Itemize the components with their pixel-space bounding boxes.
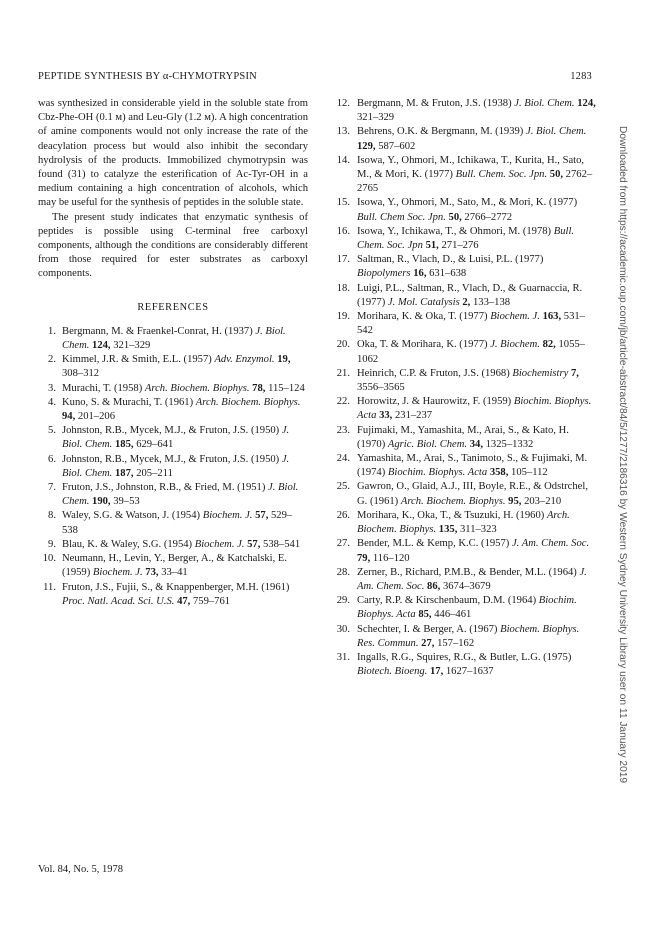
reference-authors: Heinrich, C.P. & Fruton, J.S. (1968) [357, 367, 510, 379]
reference-item [330, 395, 598, 423]
reference-pages: 531–542 [357, 311, 585, 337]
reference-authors: Morihara, K. & Oka, T. (1977) [357, 311, 488, 323]
reference-item [330, 594, 598, 622]
reference-pages: 133–138 [472, 296, 511, 308]
reference-item [38, 382, 308, 396]
page-footer: Vol. 84, No. 5, 1978 [38, 864, 123, 875]
reference-item [330, 367, 598, 395]
reference-number: 10. [42, 553, 56, 565]
reference-authors: Johnston, R.B., Mycek, M.J., & Fruton, J.S. (1950) [62, 453, 280, 465]
reference-pages: 1627–1637 [445, 666, 494, 678]
reference-journal: Arch. Biochem. Biophys. [144, 382, 250, 394]
reference-volume: 19, [277, 354, 291, 366]
reference-pages: 205–211 [136, 467, 173, 479]
reference-item [330, 196, 598, 224]
reference-authors: Waley, S.G. & Watson, J. (1954) [62, 510, 201, 522]
reference-journal: Biochim. Biophys. Acta [357, 396, 592, 422]
reference-pages: 115–124 [268, 382, 305, 394]
reference-authors: Johnston, R.B., Mycek, M.J., & Fruton, J.S. (1950) [62, 425, 280, 437]
reference-volume: 85, [418, 609, 432, 621]
reference-number: 4. [48, 396, 56, 408]
reference-volume: 57, [247, 538, 261, 550]
reference-authors: Schechter, I. & Berger, A. (1967) [357, 623, 498, 635]
reference-item [38, 481, 308, 509]
reference-authors: Bergmann, M. & Fraenkel-Conrat, H. (1937) [62, 325, 253, 337]
reference-volume: 124, [92, 340, 111, 352]
reference-authors: Bender, M.L. & Kemp, K.C. (1957) [357, 538, 510, 550]
reference-number: 15. [336, 197, 350, 209]
reference-item [330, 537, 598, 565]
reference-number: 3. [48, 382, 56, 394]
reference-journal: Biochem. J. [92, 567, 143, 579]
reference-list-left [38, 325, 308, 609]
reference-volume: 124, [577, 98, 596, 109]
reference-pages: 271–276 [441, 240, 479, 252]
reference-pages: 2762–2765 [357, 169, 593, 195]
reference-number: 14. [336, 154, 350, 166]
reference-number: 22. [336, 396, 350, 408]
reference-authors: Fruton, J.S., Fujii, S., & Knappenberger, M.H. (1961) [62, 581, 290, 593]
download-watermark-note: Downloaded from https://academic.oup.com/jb/article-abstract/84/5/1277/2186316 by Western Sydney University Library user on 11 January 2019 [617, 126, 628, 784]
reference-authors: Zerner, B., Richard, P.M.B., & Bender, M.L. (1964) [357, 566, 577, 578]
reference-volume: 95, [508, 495, 522, 507]
reference-pages: 538–541 [263, 538, 301, 550]
reference-journal: Adv. Enzymol. [214, 354, 275, 366]
reference-number: 20. [336, 339, 350, 351]
reference-volume: 7, [570, 367, 579, 379]
reference-journal: Bull. Chem. Soc. Jpn. [455, 169, 548, 181]
reference-authors: Fujimaki, M., Yamashita, M., Arai, S., & Kato, H. (1970) [357, 424, 569, 450]
reference-journal: J. Biol. Chem. [62, 453, 290, 479]
reference-item [38, 552, 308, 580]
reference-pages: 1325–1332 [485, 438, 534, 450]
reference-volume: 82, [542, 339, 556, 351]
running-title: PEPTIDE SYNTHESIS BY α-CHYMOTRYPSIN [38, 71, 257, 82]
reference-pages: 631–638 [429, 268, 467, 280]
reference-item [330, 225, 598, 253]
reference-journal: Biopolymers [357, 268, 411, 280]
reference-volume: 57, [255, 510, 269, 522]
reference-volume: 2, [462, 296, 471, 308]
reference-journal: Biochem. J. [490, 311, 540, 323]
reference-number: 23. [336, 424, 350, 436]
left-column [38, 97, 308, 609]
reference-item [38, 353, 308, 381]
reference-item [330, 452, 598, 480]
reference-number: 7. [48, 482, 56, 494]
reference-item [330, 566, 598, 594]
reference-item [38, 538, 308, 552]
reference-volume: 185, [114, 439, 134, 451]
reference-pages: 3556–3565 [357, 382, 405, 394]
reference-journal: J. Biol. Chem. [62, 325, 286, 352]
reference-item [330, 282, 598, 310]
reference-authors: Oka, T. & Morihara, K. (1977) [357, 339, 488, 351]
reference-volume: 79, [357, 552, 371, 564]
reference-authors: Blau, K. & Waley, S.G. (1954) [62, 538, 193, 550]
reference-item [330, 338, 598, 366]
reference-pages: 311–323 [460, 524, 497, 536]
reference-number: 8. [48, 510, 56, 522]
reference-authors: Bergmann, M. & Fruton, J.S. (1938) [357, 98, 512, 109]
reference-number: 24. [336, 453, 350, 465]
reference-authors: Fruton, J.S., Johnston, R.B., & Fried, M. (1951) [62, 482, 266, 494]
reference-pages: 231–237 [394, 410, 433, 422]
reference-number: 6. [48, 453, 56, 465]
reference-pages: 157–162 [437, 637, 475, 649]
reference-authors: Isowa, Y., Ichikawa, T., & Ohmori, M. (1978) [357, 225, 552, 237]
reference-journal: J. Am. Chem. Soc. [511, 538, 590, 550]
reference-number: 13. [336, 126, 350, 138]
reference-pages: 2766–2772 [464, 211, 513, 223]
reference-number: 28. [336, 566, 350, 578]
reference-item [330, 651, 598, 679]
reference-journal: Arch. Biochem. Biophys. [195, 396, 301, 408]
reference-item [38, 325, 308, 353]
reference-item [38, 509, 308, 537]
reference-journal: Biochem. J. [194, 538, 245, 550]
reference-volume: 129, [357, 140, 376, 152]
reference-journal: Biochem. J. [202, 510, 253, 522]
reference-number: 31. [336, 651, 350, 663]
reference-authors: Isowa, Y., Ohmori, M., Sato, M., & Mori, K. (1977) [357, 197, 578, 209]
reference-authors: Murachi, T. (1958) [62, 382, 143, 394]
reference-volume: 86, [427, 580, 441, 592]
reference-number: 26. [336, 509, 350, 521]
reference-volume: 51, [425, 240, 439, 252]
reference-volume: 135, [438, 524, 458, 536]
reference-journal: J. Biochem. [490, 339, 540, 351]
reference-volume: 16, [413, 268, 427, 280]
reference-journal: Agric. Biol. Chem. [387, 438, 468, 450]
reference-number: 25. [336, 481, 350, 493]
reference-pages: 446–461 [434, 609, 472, 621]
reference-volume: 33, [379, 410, 393, 422]
reference-authors: Horowitz, J. & Haurowitz, F. (1959) [357, 396, 512, 408]
reference-journal: Biotech. Bioeng. [357, 666, 428, 678]
reference-item [330, 154, 598, 197]
reference-journal: J. Biol. Chem. [62, 482, 299, 508]
reference-item [330, 480, 598, 508]
reference-item [330, 509, 598, 537]
reference-number: 2. [48, 354, 56, 366]
reference-number: 30. [336, 623, 350, 635]
reference-journal: Bull. Chem. Soc. Jpn [357, 225, 575, 252]
reference-number: 27. [336, 538, 350, 550]
reference-pages: 759–761 [192, 595, 231, 607]
reference-volume: 47, [177, 595, 191, 607]
reference-journal: Biochem. Biophys. Res. Commun. [357, 623, 580, 649]
reference-journal: Arch. Biochem. Biophys. [357, 509, 570, 536]
reference-volume: 187, [114, 467, 134, 479]
reference-item [330, 424, 598, 452]
reference-item [330, 253, 598, 281]
reference-authors: Neumann, H., Levin, Y., Berger, A., & Katchalski, E. (1959) [62, 553, 288, 579]
page-number: 1283 [570, 71, 592, 82]
reference-pages: 529–538 [62, 510, 293, 536]
reference-journal: Biochemistry [512, 367, 569, 379]
reference-pages: 3674–3679 [442, 580, 491, 592]
reference-volume: 94, [62, 411, 76, 423]
reference-item [38, 396, 308, 424]
reference-number: 18. [336, 282, 350, 294]
reference-item [330, 310, 598, 338]
reference-journal: J. Biol. Chem. [62, 425, 290, 451]
reference-pages: 308–312 [62, 368, 100, 380]
reference-authors: Gawron, O., Glaid, A.J., III, Boyle, R.E., & Odstrchel, G. (1961) [357, 481, 588, 507]
reference-journal: J. Biol. Chem. [514, 98, 575, 109]
reference-pages: 105–112 [511, 467, 548, 479]
reference-item [38, 581, 308, 609]
reference-number: 1. [48, 325, 56, 337]
reference-volume: 50, [549, 169, 564, 181]
reference-authors: Kuno, S. & Murachi, T. (1961) [62, 396, 194, 408]
reference-authors: Carty, R.P. & Kirschenbaum, D.M. (1964) [357, 595, 537, 607]
reference-number: 16. [336, 225, 350, 237]
reference-authors: Behrens, O.K. & Bergmann, M. (1939) [357, 126, 524, 138]
reference-authors: Morihara, K., Oka, T., & Tsuzuki, H. (1960) [357, 509, 545, 521]
reference-list-right [330, 97, 598, 679]
reference-number: 12. [336, 98, 350, 109]
reference-journal: Bull. Chem Soc. Jpn. [357, 211, 446, 223]
reference-pages: 629–641 [136, 439, 174, 451]
reference-number: 21. [336, 367, 350, 379]
reference-item [38, 424, 308, 452]
reference-pages: 1055–1062 [357, 339, 585, 365]
reference-authors: Luigi, P.L., Saltman, R., Vlach, D., & Guarnaccia, R. (1977) [357, 282, 583, 308]
reference-number: 11. [43, 581, 56, 593]
reference-item [330, 623, 598, 651]
reference-item [330, 97, 598, 125]
reference-number: 29. [336, 595, 350, 607]
reference-pages: 203–210 [524, 495, 562, 507]
reference-authors: Kimmel, J.R. & Smith, E.L. (1957) [62, 354, 212, 366]
reference-journal: Biochim. Biophys. Acta [357, 595, 577, 621]
reference-authors: Ingalls, R.G., Squires, R.G., & Butler, L.G. (1975) [357, 651, 572, 663]
reference-volume: 34, [469, 438, 483, 450]
right-column [330, 97, 598, 679]
reference-volume: 190, [92, 496, 111, 508]
reference-pages: 201–206 [77, 411, 115, 423]
reference-authors: Yamashita, M., Arai, S., Tanimoto, S., & Fujimaki, M. (1974) [357, 453, 588, 479]
reference-number: 17. [336, 254, 350, 266]
reference-authors: Saltman, R., Vlach, D., & Luisi, P.L. (1977) [357, 254, 544, 266]
reference-volume: 358, [489, 467, 509, 479]
reference-volume: 50, [448, 211, 462, 223]
reference-number: 5. [48, 425, 56, 437]
reference-volume: 27, [421, 637, 435, 649]
reference-number: 19. [336, 311, 350, 323]
reference-volume: 163, [542, 311, 562, 323]
reference-pages: 33–41 [161, 567, 188, 579]
body-paragraph-2: The present study indicates that enzymatic synthesis of peptides is possible using C-terminal free carboxyl components, although the conditions are considerably different from those required for ester substrates as carboxyl components. [38, 211, 308, 280]
reference-volume: 17, [429, 666, 444, 678]
reference-journal: J. Mol. Catalysis [387, 296, 460, 308]
reference-volume: 73, [145, 567, 159, 579]
reference-pages: 321–329 [113, 340, 151, 352]
reference-journal: Biochim. Biophys. Acta [387, 467, 488, 479]
reference-item [330, 125, 598, 153]
reference-journal: Arch. Biochem. Biophys. [400, 495, 506, 507]
references-heading: REFERENCES [137, 301, 209, 313]
reference-number: 9. [48, 538, 56, 550]
body-paragraph-1: was synthesized in considerable yield in the soluble state from Cbz-Phe-OH (0.1 м) and Leu-Gly (1.2 м). A high concentration of amine components would not only increase the rate of the deacylation process but would also inhibit the secondary hydrolysis of the products. Immobilized chymotrypsin was found (31) to catalyze the esterification of Ac-Tyr-OH in a medium containing a high concentration of alcohols, which may be useful for the synthesis of peptides in the soluble state. [38, 98, 308, 209]
reference-authors: Isowa, Y., Ohmori, M., Ichikawa, T., Kurita, H., Sato, M., & Mori, K. (1977) [357, 154, 585, 181]
reference-pages: 587–602 [378, 140, 416, 152]
reference-volume: 78, [252, 382, 266, 394]
reference-pages: 116–120 [372, 552, 410, 564]
reference-pages: 321–329 [357, 112, 395, 124]
reference-pages: 39–53 [113, 496, 140, 508]
reference-journal: Proc. Natl. Acad. Sci. U.S. [62, 595, 175, 607]
reference-journal: J. Biol. Chem. [526, 126, 587, 138]
reference-journal: J. Am. Chem. Soc. [357, 566, 587, 592]
reference-item [38, 453, 308, 481]
